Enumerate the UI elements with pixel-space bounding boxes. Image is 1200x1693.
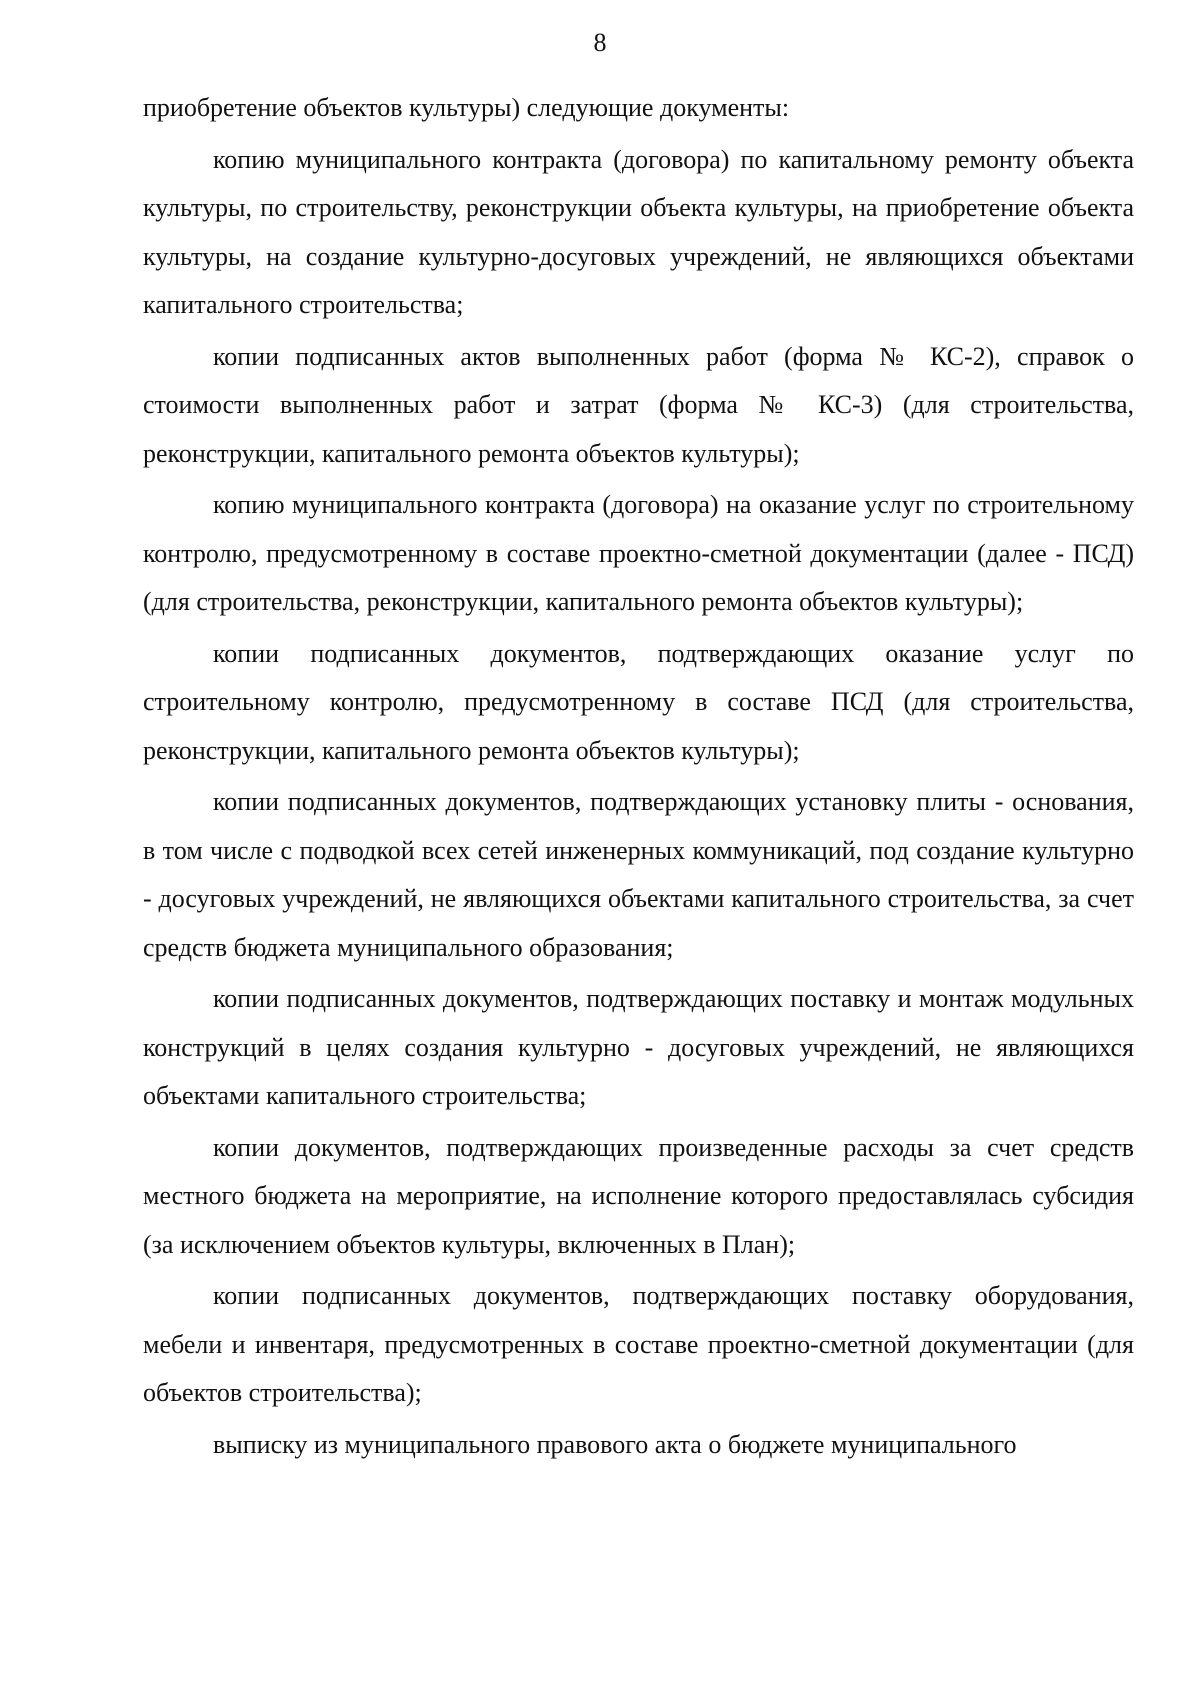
page-number: 8 [593,28,607,57]
paragraph: копии подписанных документов, подтверждающих установку плиты - основания, в том числе с подводкой всех сетей инженерных коммуникаций, под создание культурно - досуговых учреждений, не являющихся объектами капитального строительства, за счет средств бюджета муниципального образования; [143,787,1134,962]
paragraph: копию муниципального контракта (договора) на оказание услуг по строительному контролю, предусмотренному в составе проектно-сметной документации (далее - ПСД) (для строительства, реконструкции, капитального ремонта объектов культуры); [143,490,1134,616]
paragraph: копии подписанных актов выполненных работ (форма № КС-2), справок о стоимости выполненных работ и затрат (форма № КС-3) (для строительства, реконструкции, капитального ремонта объектов культуры); [143,341,1134,468]
paragraph: приобретение объектов культуры) следующие документы: [143,93,790,122]
paragraph: копии документов, подтверждающих произведенные расходы за счет средств местного бюджета на мероприятие, на исполнение которого предоставлялась субсидия (за исключением объектов культуры, включенных в План); [143,1132,1134,1259]
paragraph: выписку из муниципального правового акта о бюджете муниципального [213,1429,1017,1459]
paragraph: копии подписанных документов, подтверждающих поставку и монтаж модульных конструкций в целях создания культурно - досуговых учреждений, не являющихся объектами капитального строительства; [143,984,1134,1110]
document-body [143,84,1134,1472]
paragraph: копии подписанных документов, подтверждающих оказание услуг по строительному контролю, предусмотренному в составе ПСД (для строительства, реконструкции, капитального ремонта объектов культуры); [143,638,1134,765]
paragraph: копию муниципального контракта (договора) по капитальному ремонту объекта культуры, по строительству, реконструкции объекта культуры, на приобретение объекта культуры, на создание культурно-досуговых учреждений, не являющихся объектами капитального строительства; [143,144,1134,319]
paragraph: копии подписанных документов, подтверждающих поставку оборудования, мебели и инвентаря, предусмотренных в составе проектно-сметной документации (для объектов строительства); [143,1281,1134,1407]
